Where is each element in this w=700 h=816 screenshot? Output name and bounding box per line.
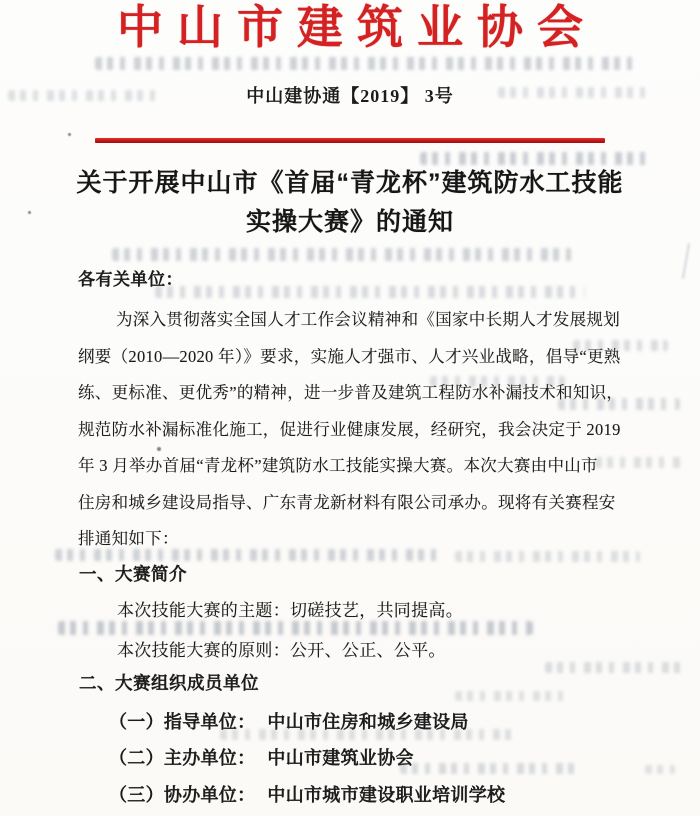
bleed-through-artifact bbox=[430, 376, 565, 387]
contest-theme-line: 本次技能大赛的主题：切磋技艺，共同提高。 bbox=[117, 601, 463, 620]
section-2-heading: 二、大赛组织成员单位 bbox=[79, 673, 259, 693]
org-item-host bbox=[109, 745, 414, 771]
org-item-label: （二）主办单位： bbox=[109, 748, 256, 768]
org-name-masthead: 中山市建筑业协会 bbox=[117, 2, 597, 53]
paragraph-line: 纲要（2010—2020 年）》要求，实施人才强市、人才兴业战略，倡导“更熟 bbox=[78, 346, 621, 366]
paragraph-line: 为深入贯彻落实全国人才工作会议精神和《国家中长期人才发展规划 bbox=[116, 310, 620, 329]
bleed-through-artifact bbox=[155, 286, 585, 298]
bleed-through-artifact bbox=[558, 398, 680, 410]
bleed-through-artifact bbox=[545, 662, 685, 673]
bleed-through-artifact bbox=[498, 87, 646, 98]
intro-paragraph bbox=[78, 302, 624, 558]
bleed-through-artifact bbox=[8, 90, 158, 101]
bleed-through-artifact bbox=[112, 248, 572, 261]
paragraph-line: 练、更标准、更优秀”的精神，进一步普及建筑工程防水补漏技术和知识， bbox=[78, 383, 624, 402]
bleed-through-artifact bbox=[400, 763, 580, 774]
org-item-value: 中山市城市建设职业培训学校 bbox=[267, 785, 506, 805]
org-item-cohost bbox=[109, 782, 505, 808]
contest-principle-line: 本次技能大赛的原则：公开、公正、公平。 bbox=[117, 641, 446, 660]
red-divider-line bbox=[95, 138, 605, 143]
paragraph-line: 年 3 月举办首届“青龙杯”建筑防水工技能实操大赛。本次大赛由中山市 bbox=[78, 456, 598, 475]
org-item-value: 中山市住房和城乡建设局 bbox=[267, 712, 469, 732]
salutation: 各有关单位： bbox=[78, 270, 183, 289]
bleed-through-artifact bbox=[58, 621, 533, 635]
bleed-through-artifact bbox=[455, 691, 570, 701]
notice-title-line-2: 实操大赛》的通知 bbox=[245, 208, 454, 236]
org-item-label: （三）协办单位： bbox=[109, 785, 256, 805]
bleed-through-artifact bbox=[645, 765, 675, 774]
org-item-value: 中山市建筑业协会 bbox=[267, 748, 414, 768]
bleed-through-artifact bbox=[220, 729, 515, 740]
paragraph-line: 住房和城乡建设局指导、广东青龙新材料有限公司承办。现将有关赛程安 bbox=[78, 492, 616, 512]
bleed-through-artifact bbox=[55, 549, 440, 561]
doc-number: 中山建协通【2019】 3号 bbox=[246, 86, 454, 106]
bleed-through-artifact bbox=[455, 551, 640, 562]
section-1-heading: 一、大赛简介 bbox=[79, 564, 187, 584]
bleed-through-artifact bbox=[95, 57, 640, 70]
notice-title-line-1: 关于开展中山市《首届“青龙杯”建筑防水工技能 bbox=[76, 169, 624, 197]
paragraph-line: 排通知如下： bbox=[78, 529, 179, 548]
bleed-through-artifact bbox=[573, 340, 668, 351]
org-item-label: （一）指导单位： bbox=[109, 712, 256, 732]
scan-edge-artifact bbox=[682, 243, 690, 279]
scan-speck bbox=[157, 447, 161, 451]
scan-speck bbox=[28, 211, 31, 214]
scan-speck bbox=[68, 133, 71, 136]
bleed-through-artifact bbox=[420, 152, 648, 165]
bleed-through-artifact bbox=[595, 457, 683, 468]
paragraph-line: 规范防水补漏标准化施工，促进行业健康发展，经研究，我会决定于 2019 bbox=[78, 419, 621, 439]
